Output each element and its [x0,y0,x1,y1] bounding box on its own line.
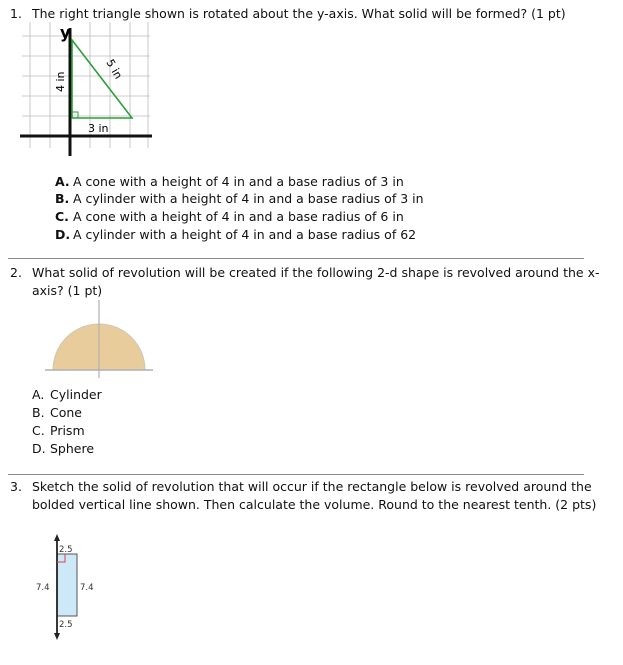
q2-option-c-text: Prism [50,423,85,438]
q3-right-label: 7.4 [80,583,94,593]
q2-option-c-letter: C. [32,423,45,438]
q1-triangle [72,40,132,118]
q3-bottom-label: 2.5 [59,620,73,630]
q2-option-a-letter: A. [32,387,45,402]
question-2-number: 2. [10,265,22,280]
q1-option-d-letter: D. [55,227,71,242]
q2-option-a[interactable] [32,386,102,403]
q1-grid [22,22,150,148]
q1-hyp-label: 5 in [103,57,125,82]
q1-option-a-letter: A. [55,174,70,189]
q2-option-b[interactable] [32,404,82,421]
q3-rectangle-figure [30,532,110,642]
divider-2 [8,474,584,475]
q1-option-c[interactable] [55,208,404,225]
q3-rectangle [57,554,77,616]
q1-triangle-figure [20,20,160,160]
question-3-number: 3. [10,479,22,494]
question-2-text-line1: What solid of revolution will be created if the following 2-d shape is revolved around the x- [32,265,600,280]
q2-option-d-letter: D. [32,441,46,456]
q2-option-c[interactable] [32,422,85,439]
q1-option-a[interactable] [55,173,404,190]
q1-option-b-letter: B. [55,191,70,206]
question-3-text-line1: Sketch the solid of revolution that will occur if the rectangle below is revolved around the [32,479,592,494]
q1-option-b[interactable] [55,190,424,207]
q2-semicircle-figure [45,300,155,380]
q2-option-b-letter: B. [32,405,45,420]
q2-option-a-text: Cylinder [50,387,102,402]
q3-top-label: 2.5 [59,545,73,555]
q2-option-d-text: Sphere [50,441,95,456]
q1-option-b-text: A cylinder with a height of 4 in and a base radius of 3 in [73,191,424,206]
q1-option-c-text: A cone with a height of 4 in and a base radius of 6 in [73,209,404,224]
q3-arrow-down-icon [54,633,60,640]
q3-left-label: 7.4 [36,583,50,593]
q1-base-label: 3 in [88,122,109,135]
question-3-text-line2: bolded vertical line shown. Then calculate the volume. Round to the nearest tenth. (2 pts) [32,497,597,512]
q1-option-c-letter: C. [55,209,69,224]
q3-arrow-up-icon [54,534,60,541]
q1-height-label: 4 in [54,71,67,92]
q2-option-d[interactable] [32,440,94,457]
divider-1 [8,258,584,259]
q1-option-a-text: A cone with a height of 4 in and a base radius of 3 in [73,174,404,189]
q1-right-angle-mark [72,112,78,118]
question-2-text-line2: axis? (1 pt) [32,283,103,298]
question-1-text: The right triangle shown is rotated about the y-axis. What solid will be formed? (1 pt) [32,6,566,21]
q1-axis-label: y [60,23,71,42]
question-1-number: 1. [10,6,22,21]
q2-option-b-text: Cone [50,405,82,420]
q1-option-d[interactable] [55,226,416,243]
q1-option-d-text: A cylinder with a height of 4 in and a base radius of 62 [73,227,417,242]
